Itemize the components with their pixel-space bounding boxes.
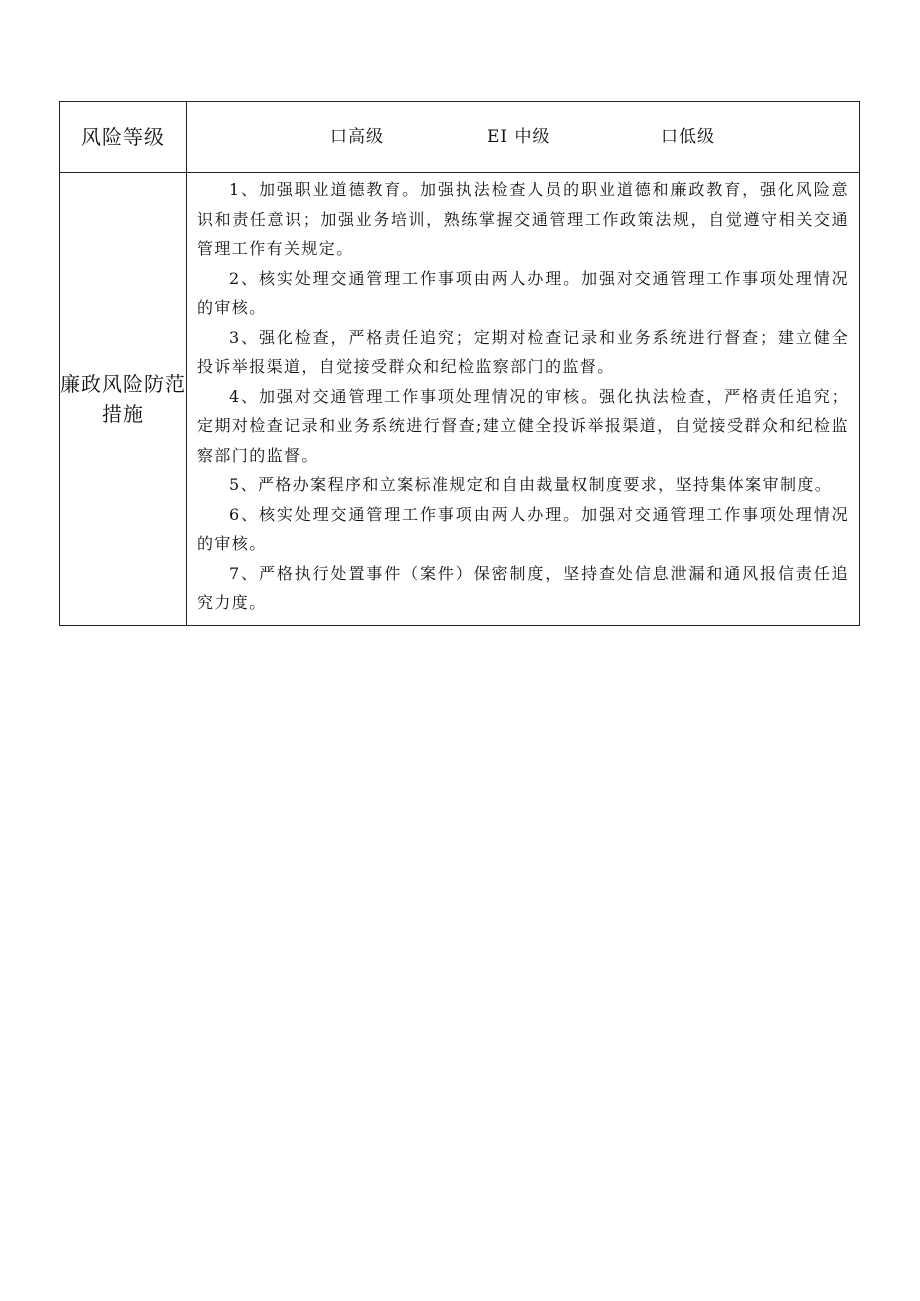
- measure-item-3: 3、强化检查，严格责任追究；定期对检查记录和业务系统进行督查；建立健全投诉举报渠道，自觉接受群众和纪检监察部门的监督。: [197, 327, 849, 376]
- option-high-label: 高级: [348, 127, 384, 147]
- risk-level-row: [60, 102, 860, 173]
- option-high-checkbox: 口: [330, 127, 348, 147]
- measure-item-2: 2、核实处理交通管理工作事项由两人办理。加强对交通管理工作事项处理情况的审核。: [197, 268, 849, 317]
- measure-item-6: 6、核实处理交通管理工作事项由两人办理。加强对交通管理工作事项处理情况的审核。: [197, 504, 849, 553]
- measure-item-4: 4、加强对交通管理工作事项处理情况的审核。强化执法检查，严格责任追究；定期对检查记录和业务系统进行督查;建立健全投诉举报渠道，自觉接受群众和纪检监察部门的监督。: [197, 386, 849, 465]
- risk-level-options: [187, 102, 860, 173]
- option-low: [661, 125, 715, 149]
- option-low-checkbox: 口: [661, 127, 679, 147]
- measures-content: [187, 173, 860, 626]
- measure-item-7: 7、严格执行处置事件（案件）保密制度，坚持查处信息泄漏和通风报信责任追究力度。: [197, 563, 849, 612]
- risk-level-label: 风险等级: [60, 102, 187, 173]
- measure-item-1: 1、加强职业道德教育。加强执法检查人员的职业道德和廉政教育，强化风险意识和责任意识；加强业务培训，熟练掌握交通管理工作政策法规，自觉遵守相关交通管理工作有关规定。: [197, 180, 849, 258]
- measure-item-5: 5、严格办案程序和立案标准规定和自由裁量权制度要求，坚持集体案审制度。: [229, 475, 833, 494]
- measures-row: [60, 173, 860, 626]
- option-medium-label: 中级: [508, 127, 551, 147]
- option-medium-checkbox: EI: [487, 127, 509, 147]
- risk-table: [59, 101, 860, 626]
- option-high: [330, 125, 384, 149]
- option-low-label: 低级: [679, 127, 715, 147]
- measures-label: 廉政风险防范措施: [60, 173, 187, 626]
- option-medium: [487, 125, 551, 149]
